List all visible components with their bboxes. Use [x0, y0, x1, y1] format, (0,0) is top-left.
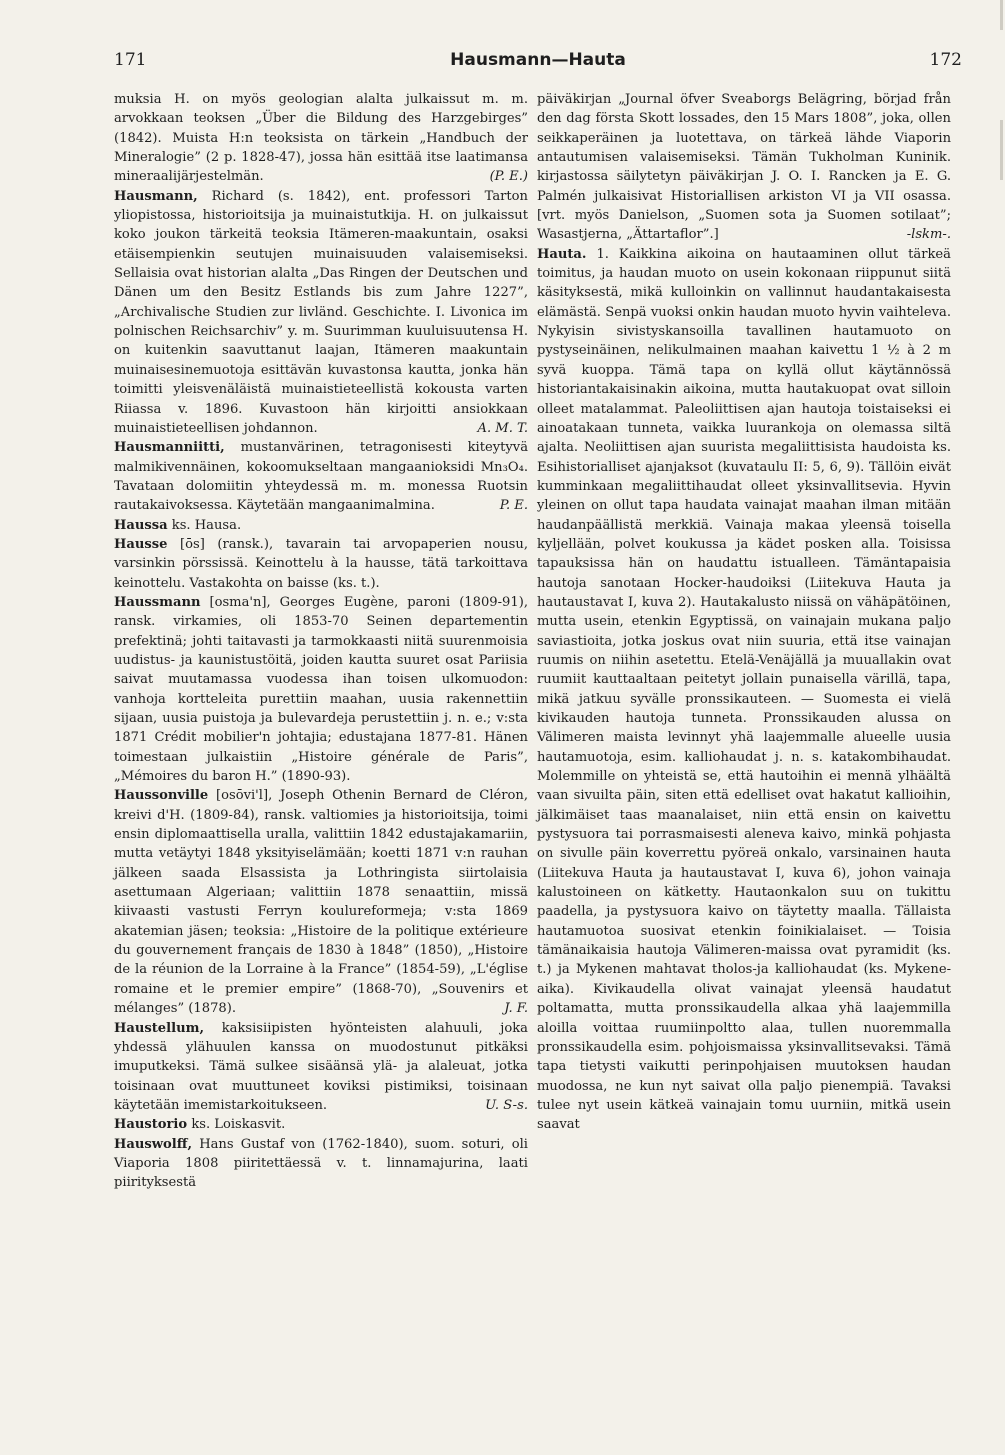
- dictionary-entry: [114, 1135, 528, 1193]
- entry-headword: Haustorio: [114, 1117, 188, 1133]
- author-signature: (P. E.): [489, 169, 528, 185]
- page-header: [114, 50, 962, 74]
- entry-text: Richard (s. 1842), ent. professori Tarton yliopistossa, historioitsija ja muinaistutkija. H. on julkaissut koko joukon tärkeitä teoksia Itämeren-maakuntain, osaksi etäisempienkin seutujen muinaisuuden valaisemiseksi. Sellaisia ovat historian alalta „Das Ringen der Deutschen und Dänen um den Besitz Estlands bis zum Jahre 1227”, „Archivalische Studien zur livländ. Geschichte. I. Livonica im polnischen Reichsarchiv” y. m. Suurimman kuuluisuutensa H. on kuitenkin saavuttanut laajan, Itämeren maakuntain muinaisesinemuotoja esittävän kuvastonsa kautta, jonka hän toimitti yleisvenäläistä muinaistieteellistä kokousta varten Riiassa v. 1896. Kuvastoon hän kirjoitti ansiokkaan muinaistieteellisen johdannon.: [114, 188, 528, 436]
- dictionary-entry: [114, 786, 528, 1018]
- entry-text: [osōvi'l], Joseph Othenin Bernard de Cléron, kreivi d'H. (1809-84), ransk. valtiomies ja historioitsija, toimi ensin diplomaattisella uralla, valittiin 1842 edustajakamariin, mutta vetäytyi 1848 yksityiselämään; koetti 1871 v:n rauhan jälkeen saada Elsassista ja Lothringista siirtolaisia asettumaan Algeriaan; valittiin 1878 senaattiin, missä kiivaasti vastusti Ferryn koulureformeja; v:sta 1869 akatemian jäsen; teoksia: „Histoire de la politique extérieure du gouvernement français de 1830 à 1848” (1850), „Histoire de la réunion de la Lorraine à la France” (1854-59), „L'église romaine et le premier empire” (1868-70), „Souvenirs et mélanges” (1878).: [114, 788, 528, 1017]
- entry-headword: Haussmann: [114, 594, 201, 610]
- entry-text: ks. Loiskasvit.: [191, 1117, 286, 1133]
- entry-text: Hans Gustaf von (1762-1840), suom. soturi, oli Viaporia 1808 piiritettäessä v. t. linnamajurina, laati piirityksestä: [114, 1136, 528, 1191]
- entry-headword: Hausmann,: [114, 188, 198, 204]
- entry-text: päiväkirjan „Journal öfver Sveaborgs Belägring, börjad från den dag första Skott lossades, den 15 Mars 1808”, joka, ollen seikkaperäinen ja luotettava, on tärkeä lähde Viaporin antautumisen valaisemiseksi. Tämän Tukholman Kuninik. kirjastossa säilytetyn päiväkirjan J. O. I. Rancken ja E. G. Palmén julkaisivat Historiallisen arkiston VI ja VII osassa. [vrt. myös Danielson, „Suomen sota ja Suomen sotilaat”; Wasastjerna, „Ättartaflor”.]: [537, 92, 951, 243]
- author-signature: P. E.: [499, 498, 528, 514]
- entry-headword: Haustellum,: [114, 1020, 205, 1036]
- entry-text: [osma'n], Georges Eugène, paroni (1809-91), ransk. virkamies, oli 1853-70 Seinen departementin prefektinä; johti taitavasti ja tarmokkaasti niitä suurenmoisia uudistus- ja kaunistustöitä, joiden kautta suuret osat Pariisia saivat muutamassa vuodessa ihan toisen ulkomuodon: vanhoja kortteleita purettiin maahan, uusia rakennettiin sijaan, uusia puistoja ja bulevardeja perustettiin j. n. e.; v:sta 1871 Crédit mobilier'n johtajia; edustajana 1877-81. Hänen toimestaan julkaistiin „Histoire générale de Paris”, „Mémoires du baron H.” (1890-93).: [114, 594, 528, 785]
- right-page-number: 172: [929, 50, 962, 70]
- running-title: Hausmann—Hauta: [450, 50, 626, 70]
- entry-headword: Hauswolff,: [114, 1136, 193, 1152]
- dictionary-entry: [114, 438, 528, 515]
- left-column: [114, 90, 528, 1193]
- dictionary-entry: [114, 593, 528, 786]
- entry-text: [ōs] (ransk.), tavarain tai arvopaperien nousu, varsinkin pörssissä. Keinottelu à la hausse, tätä tarkoittava keinottelu. Vastakohta on baisse (ks. t.).: [114, 536, 528, 591]
- author-signature: J. F.: [504, 1001, 528, 1017]
- dictionary-entry: [114, 187, 528, 438]
- author-signature: U. S-s.: [485, 1097, 528, 1113]
- left-page-number: 171: [114, 50, 147, 70]
- dictionary-entry: [114, 1115, 528, 1134]
- entry-headword: Hausmanniitti,: [114, 440, 225, 456]
- dictionary-entry: [114, 535, 528, 593]
- dictionary-entry: [114, 1019, 528, 1116]
- entry-text: mustanvärinen, tetragonisesti kiteytyvä malmikivennäinen, kokoomukseltaan mangaanioksidi Mn₃O₄. Tavataan dolomiitin yhteydessä m. m. monessa Ruotsin rautakaivoksessa. Käytetään mangaanimalmina.: [114, 440, 529, 514]
- entry-text: 1. Kaikkina aikoina on hautaaminen ollut tärkeä toimitus, ja haudan muoto on usein kokonaan riippunut siitä käsityksestä, mikä kulloinkin on vallinnut haudantakaisesta elämästä. Senpä vuoksi onkin haudan muoto hyvin vaihteleva. Nykyisin sivistyskansoilla tavallinen hautamuoto on pystyseinäinen, nelikulmainen maahan kaivettu 1 ½ à 2 m syvä kuoppa. Tämä tapa on kyllä ollut käytännössä historiantakaisinakin aikoina, mutta hautakuopat ovat silloin olleet matalammat. Paleoliittisen ajan hautoja toistaiseksi ei ainoatakaan tunneta, vaikka luurankoja on olemassa siltä ajalta. Neoliittisen ajan suurista megaliittisista haudoista ks. Esihistorialliset ajanjaksot (kuvataulu II: 5, 6, 9). Tällöin eivät kumminkaan megaliittihaudat olleet yksinvallitsevia. Hyvin yleinen on ollut tapa haudata vainajat maahan ilman mitään haudanpäällistä merkkiä. Vainaja makaa yleensä toisella kyljellään, polvet koukussa ja kädet posken alla. Toisissa tapauksissa hän on haudattu istualleen. Tämäntapaisia hautoja sanotaan Hocker-haudoiksi (Liitekuva Hauta ja hautaustavat I, kuva 2). Hautakalusto niissä on vähäpätöinen, mutta usein, etenkin Egyptissä, on vainajain mukana paljo saviastioita, jotka joskus ovat niin suuria, että itse vainajan ruumis on niihin asetettu. Etelä-Venäjällä ja muuallakin ovat ruumiit kauttaaltaan peitetyt jollain punaisella värillä, tapa, mikä jatkuu syvälle pronssikauteen. — Suomesta ei vielä kivikauden hautoja tunneta. Pronssikauden alussa on Välimeren maista levinnyt yhä laajemmalle alueelle uusia hautamuotoja, esim. kalliohaudat j. n. s. katakombihaudat. Molemmille on yhteistä se, että hautoihin ei mennä ylhäältä vaan sivuilta päin, siten että edelliset ovat hakatut kallioihin, jälkimäiset taas maanalaiset, niin että ensin on kaivettu pystysuora tai porrasmaisesti aleneva kaivo, minkä pohjasta on sivulle päin koverrettu pyöreä onkalo, varsinainen hauta (Liitekuva Hauta ja hautaustavat I, kuva 6), johon vainaja kalustoineen on kätketty. Hautaonkalon suu on tukittu paadella, ja pystysuora kaivo on täytetty maalla. Tällaista hautamuotoa suosivat etenkin foinikialaiset. — Toisia tämänaikaisia hautoja Välimeren-maissa ovat pyramidit (ks. t.) ja Mykenen mahtavat tholos-ja kalliohaudat (ks. Mykene-aika). Kivikaudella olivat vainajat yleensä haudatut poltamatta, mutta pronssikaudella alkaa yhä laajemmilla aloilla voittaa ruumiinpoltto alaa, tullen nuoremmalla pronssikaudella esim. pohjoismaissa yksinvallitsevaksi. Tämä tapa tietysti vaikutti perinpohjaisen muutoksen haudan muodossa, ne kun nyt saivat olla paljo pienempiä. Tavaksi tulee nyt usein kätkeä vainajain tomu uurniin, mitkä usein saavat: [537, 246, 951, 1133]
- author-signature: -lskm-.: [906, 227, 951, 243]
- entry-text: muksia H. on myös geologian alalta julkaissut m. m. arvokkaan teoksen „Über die Bildung des Harzgebirges” (1842). Muista H:n teoksista on tärkein „Handbuch der Mineralogie” (2 p. 1828-47), jossa hän esittää itse laatimansa mineraalijärjestelmän.: [114, 92, 528, 185]
- dictionary-entry: [114, 516, 528, 535]
- entry-text: kaksisiipisten hyönteisten alahuuli, joka yhdessä ylähuulen kanssa on muodostunut pitkäksi imuputkeksi. Tämä sulkee sisäänsä ylä- ja alaleuat, jotka toisinaan ovat muuttuneet koviksi pistimiksi, toisinaan käytetään imemistarkoitukseen.: [114, 1020, 528, 1113]
- page-edge-mark: [1000, 120, 1003, 180]
- entry-headword: Hauta.: [537, 246, 587, 262]
- entry-continuation: [114, 90, 528, 187]
- page-edge-mark: [1000, 0, 1003, 30]
- entry-headword: Haussa: [114, 517, 168, 533]
- entry-continuation: [537, 90, 951, 245]
- entry-headword: Hausse: [114, 536, 168, 552]
- entry-headword: Haussonville: [114, 788, 209, 804]
- dictionary-entry: [537, 245, 951, 1135]
- author-signature: A. M. T.: [477, 420, 528, 436]
- right-column: [537, 90, 951, 1135]
- entry-text: ks. Hausa.: [171, 517, 242, 533]
